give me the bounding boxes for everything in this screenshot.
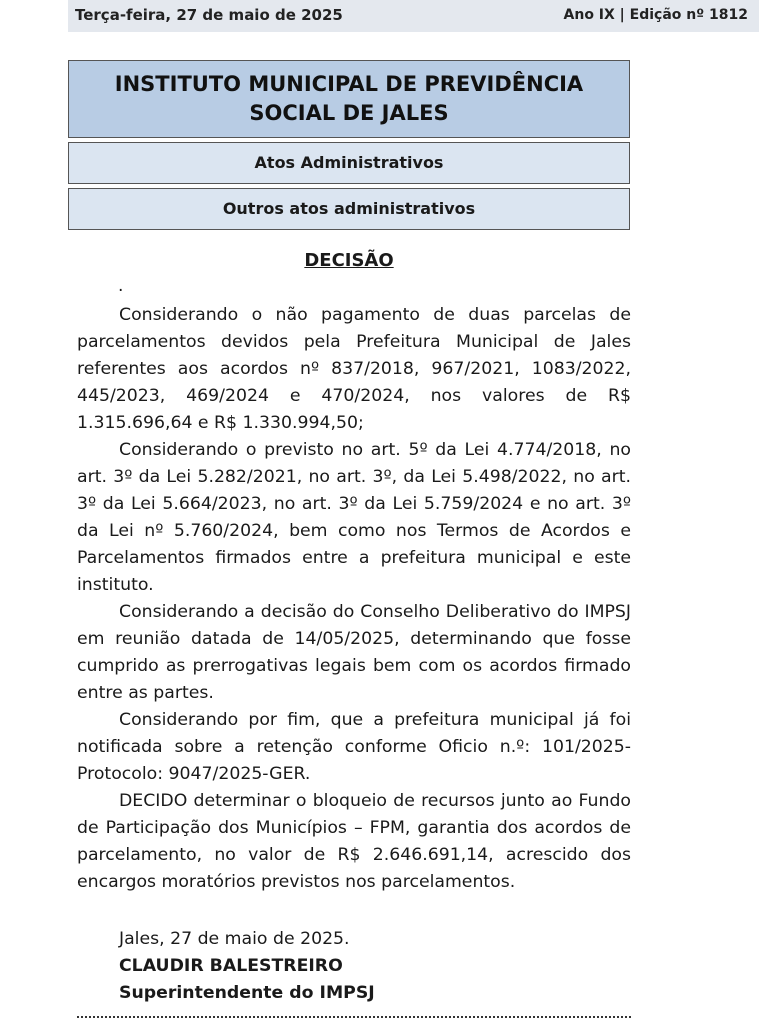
publication-date: Terça-feira, 27 de maio de 2025 [75, 6, 343, 24]
paragraph: Considerando a decisão do Conselho Deliberativo do IMPSJ em reunião datada de 14/05/2025, determinando que fosse cumprido as prerrogativas legais bem com os acordos firmado entre as partes. [77, 602, 631, 703]
paragraph: DECIDO determinar o bloqueio de recursos junto ao Fundo de Participação dos Municípios – FPM, garantia dos acordos de parcelamento, no valor de R$ 2.646.691,14, acrescido dos encargos moratórios previstos nos parcelamentos. [77, 791, 631, 892]
paragraph: Considerando por fim, que a prefeitura municipal já foi notificada sobre a retenção conforme Oficio n.º: 101/2025-Protocolo: 9047/2025-GER. [77, 710, 631, 784]
edition-number: Ano IX | Edição nº 1812 [563, 7, 748, 23]
document-title: DECISÃO [304, 250, 394, 271]
institute-title-line1: INSTITUTO MUNICIPAL DE PREVIDÊNCIA [114, 72, 584, 96]
section-heading: Atos Administrativos [68, 142, 630, 184]
dotted-divider [77, 1016, 631, 1018]
signer-name: CLAUDIR BALESTREIRO [119, 956, 343, 976]
publication-header [68, 0, 759, 32]
institute-title-line2: SOCIAL DE JALES [249, 101, 449, 125]
signer-role: Superintendente do IMPSJ [119, 983, 375, 1003]
document-body [77, 302, 631, 896]
separator-dot: . [118, 276, 124, 296]
paragraph: Considerando o previsto no art. 5º da Lei 4.774/2018, no art. 3º da Lei 5.282/2021, no art. 3º, da Lei 5.498/2022, no art. 3º da Lei 5.664/2023, no art. 3º da Lei 5.759/2024 e no art. 3º da Lei nº 5.760/2024, bem como nos Termos de Acordos e Parcelamentos firmados entre a prefeitura municipal e este instituto. [77, 440, 631, 595]
paragraph: Considerando o não pagamento de duas parcelas de parcelamentos devidos pela Prefeitura Municipal de Jales referentes aos acordos nº 837/2018, 967/2021, 1083/2022, 445/2023, 469/2024 e 470/2024, nos valores de R$ 1.315.696,64 e R$ 1.330.994,50; [77, 305, 631, 433]
place-date: Jales, 27 de maio de 2025. [119, 929, 350, 949]
subsection-heading: Outros atos administrativos [68, 188, 630, 230]
signature-block [119, 926, 375, 1007]
institute-title-box [68, 60, 630, 138]
